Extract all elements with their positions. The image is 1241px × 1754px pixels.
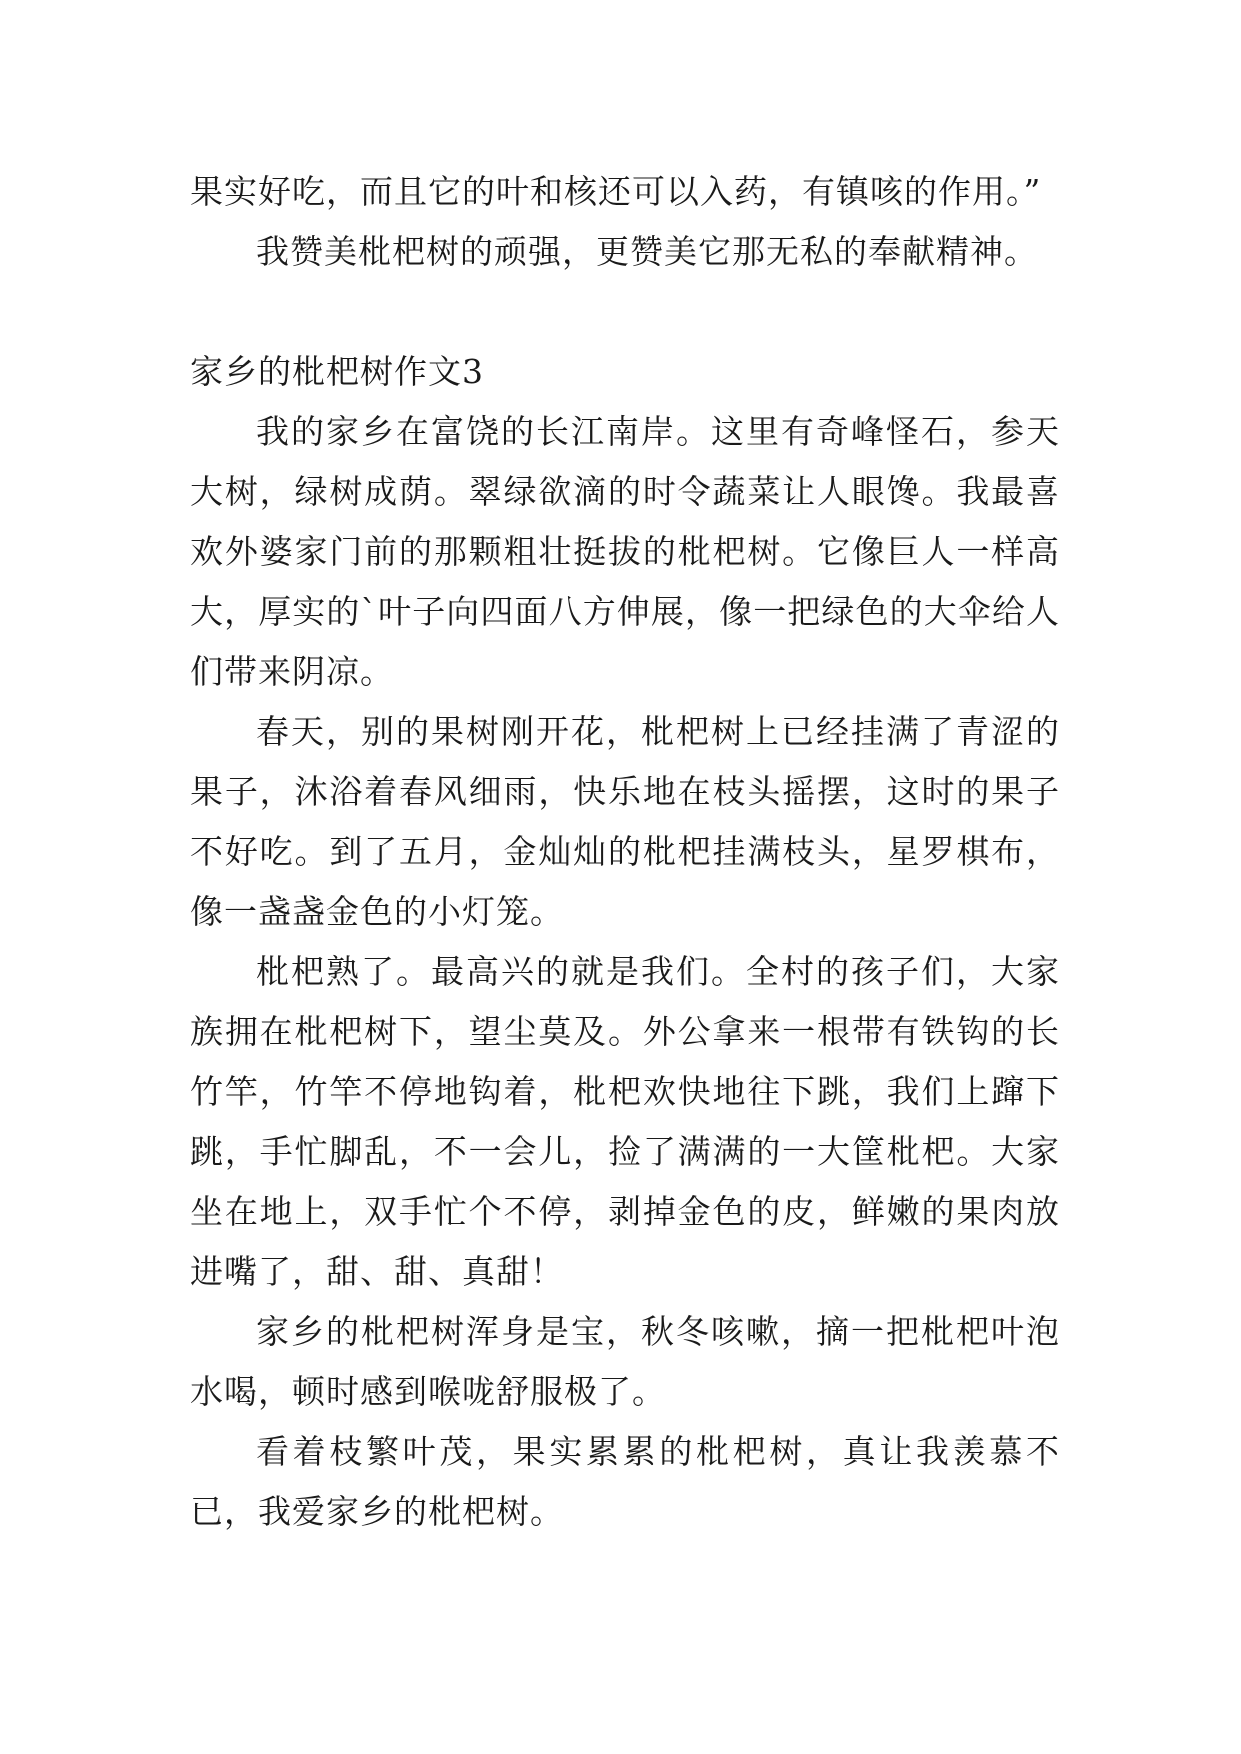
paragraph-continued: 果实好吃，而且它的叶和核还可以入药，有镇咳的作用。” [190,172,1042,211]
paragraph-3: 枇杷熟了。最高兴的就是我们。全村的孩子们，大家族拥在枇杷树下，望尘莫及。外公拿来一根带有铁钩的长竹竿，竹竿不停地钩着，枇杷欢快地往下跳，我们上蹿下跳，手忙脚乱，不一会儿，捡了满满的一大筐枇杷。大家坐在地上，双手忙个不停，剥掉金色的皮，鲜嫩的果肉放进嘴了，甜、甜、真甜！ [190,952,1060,1291]
paragraph-praise: 我赞美枇杷树的顽强，更赞美它那无私的奉献精神。 [256,232,1038,271]
section-spacer [190,282,1060,342]
paragraph-5: 看着枝繁叶茂，果实累累的枇杷树，真让我羡慕不已，我爱家乡的枇杷树。 [190,1432,1060,1531]
section-title: 家乡的枇杷树作文3 [190,352,484,391]
document-body [190,162,1060,1542]
paragraph-2: 春天，别的果树刚开花，枇杷树上已经挂满了青涩的果子，沐浴着春风细雨，快乐地在枝头摇摆，这时的果子不好吃。到了五月，金灿灿的枇杷挂满枝头，星罗棋布，像一盏盏金色的小灯笼。 [190,712,1060,931]
paragraph-4: 家乡的枇杷树浑身是宝，秋冬咳嗽，摘一把枇杷叶泡水喝，顿时感到喉咙舒服极了。 [190,1312,1060,1411]
paragraph-1: 我的家乡在富饶的长江南岸。这里有奇峰怪石，参天大树，绿树成荫。翠绿欲滴的时令蔬菜让人眼馋。我最喜欢外婆家门前的那颗粗壮挺拔的枇杷树。它像巨人一样高大，厚实的`叶子向四面八方伸展，像一把绿色的大伞给人们带来阴凉。 [190,412,1060,691]
